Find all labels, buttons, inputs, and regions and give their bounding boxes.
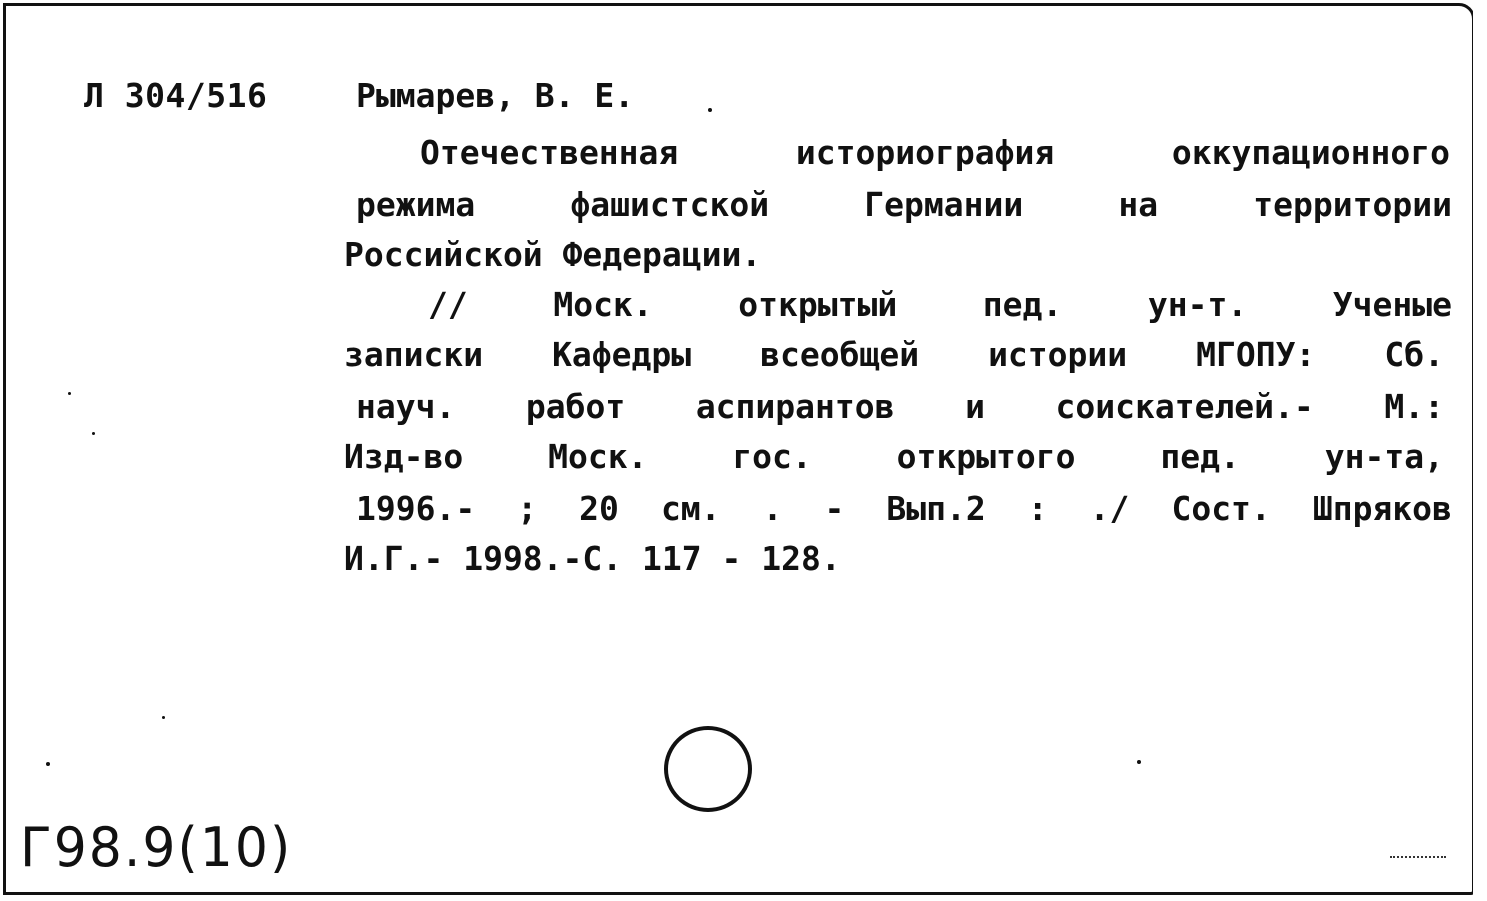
speck <box>46 762 50 766</box>
punch-hole <box>664 726 752 812</box>
word: территории <box>1253 185 1452 224</box>
word: ун-т. <box>1147 285 1248 324</box>
text-line <box>356 382 1444 432</box>
word: Шпряков <box>1312 489 1452 528</box>
speck <box>1137 760 1141 764</box>
word: Российской Федерации. <box>344 235 762 274</box>
word: Ученые <box>1332 285 1452 324</box>
word: 1996.- <box>356 489 476 528</box>
word: Изд-во <box>344 437 464 476</box>
word: см. <box>660 489 721 528</box>
shelfmark: Л 304/516 <box>84 76 268 115</box>
handwritten-classification: Г98.9(10) <box>20 816 293 880</box>
word: соискателей.- <box>1055 387 1314 426</box>
word: работ <box>525 387 626 426</box>
word: пед. <box>1160 437 1240 476</box>
word: и <box>965 387 985 426</box>
word: Вып.2 <box>886 489 986 528</box>
word: открытого <box>896 437 1076 476</box>
word: историография <box>795 133 1055 172</box>
speck <box>162 716 165 719</box>
word: 20 <box>579 489 619 528</box>
word: гос. <box>732 437 812 476</box>
word: И.Г.- 1998.-С. 117 - 128. <box>344 539 841 578</box>
word: . <box>762 489 783 528</box>
word: науч. <box>356 387 456 426</box>
text-line <box>420 128 1450 178</box>
word: Кафедры <box>552 335 692 374</box>
word: Отечественная <box>420 133 679 172</box>
dotted-mark <box>1390 856 1446 858</box>
author-heading: Рымарев, В. Е. <box>356 76 635 115</box>
text-line <box>344 330 1444 380</box>
word: истории <box>988 335 1128 374</box>
word: Германии <box>864 185 1024 224</box>
word: Моск. <box>553 285 653 324</box>
word: // <box>428 285 468 324</box>
word: ./ <box>1089 489 1130 528</box>
word: оккупационного <box>1171 133 1450 172</box>
word: М.: <box>1384 387 1444 426</box>
word: пед. <box>982 285 1063 324</box>
text-line <box>344 432 1444 482</box>
word: на <box>1118 185 1159 224</box>
word: ; <box>517 489 538 528</box>
speck <box>92 432 95 435</box>
word: : <box>1027 489 1048 528</box>
speck <box>68 392 71 395</box>
card-edge <box>1473 0 1487 901</box>
word: ун-та, <box>1324 437 1444 476</box>
text-line <box>356 484 1452 534</box>
word: открытый <box>738 285 898 324</box>
word: фашистской <box>570 185 770 224</box>
text-line <box>428 280 1452 330</box>
word: всеобщей <box>760 335 920 374</box>
word: Сост. <box>1171 489 1271 528</box>
word: Сб. <box>1384 335 1444 374</box>
word: аспирантов <box>695 387 895 426</box>
speck <box>708 108 712 112</box>
word: записки <box>344 335 484 374</box>
word: МГОПУ: <box>1196 335 1316 374</box>
word: режима <box>356 185 476 224</box>
text-line <box>356 180 1452 230</box>
word: - <box>824 489 845 528</box>
text-line <box>344 534 841 584</box>
text-line <box>344 230 761 280</box>
word: Моск. <box>548 437 648 476</box>
